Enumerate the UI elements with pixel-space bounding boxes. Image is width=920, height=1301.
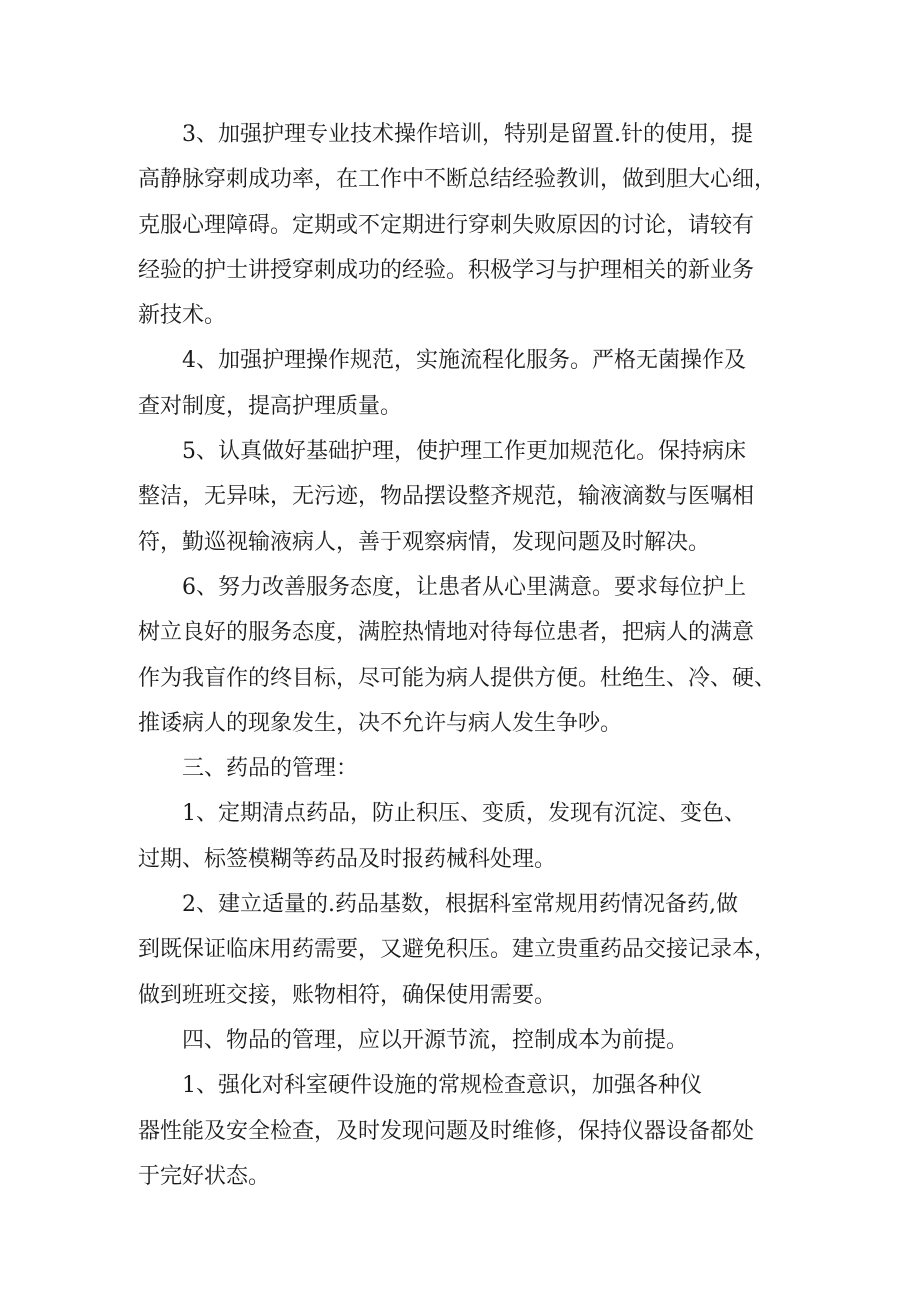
paragraph-operation-standards: 4、加强护理操作规范，实施流程化服务。严格无菌操作及 查对制度，提高护理质量。 (138, 348, 746, 419)
paragraph-training: 3、加强护理专业技术操作培训，特别是留置.针的使用，提 高静脉穿刺成功率，在工作中不断总结经验教训，做到胆大心细， 克服心理障碍。定期或不定期进行穿刺失败原因的讨论，请较有 经验的护士讲授穿刺成功的经验。积极学习与护理相关的新业务 新技术。 (138, 122, 777, 329)
section-heading-drug-management: 三、药品的管理： (182, 756, 359, 782)
paragraph-drug-inventory: 1、定期清点药品，防止积压、变质，发现有沉淀、变色、 过期、标签模糊等药品及时报药械科处理。 (138, 801, 746, 872)
section-heading-item-management: 四、物品的管理，应以开源节流，控制成本为前提。 (182, 1027, 689, 1053)
paragraph-basic-nursing: 5、认真做好基础护理，使护理工作更加规范化。保持病床 整洁，无异味，无污迹，物品摆设整齐规范，输液滴数与医嘱相 符，勤巡视输液病人，善于观察病情，发现问题及时解决。 (138, 439, 755, 555)
paragraph-equipment-check: 1、强化对科室硬件设施的常规检查意识，加强各种仪 器性能及安全检查，及时发现问题及时维修，保持仪器设备都处 于完好状态。 (138, 1073, 755, 1189)
paragraph-drug-base: 2、建立适量的.药品基数，根据科室常规用药情况备药,做 到既保证临床用药需要，又避免积压。建立贵重药品交接记录本， 做到班班交接，账物相符，确保使用需要。 (138, 892, 777, 1008)
document-body (138, 112, 788, 1199)
paragraph-service-attitude: 6、努力改善服务态度，让患者从心里满意。要求每位护上 树立良好的服务态度，满腔热情地对待每位患者，把病人的满意 作为我盲作的终目标，尽可能为病人提供方便。杜绝生、冷、硬、 推诿病人的现象发生，决不允许与病人发生争吵。 (138, 574, 777, 736)
